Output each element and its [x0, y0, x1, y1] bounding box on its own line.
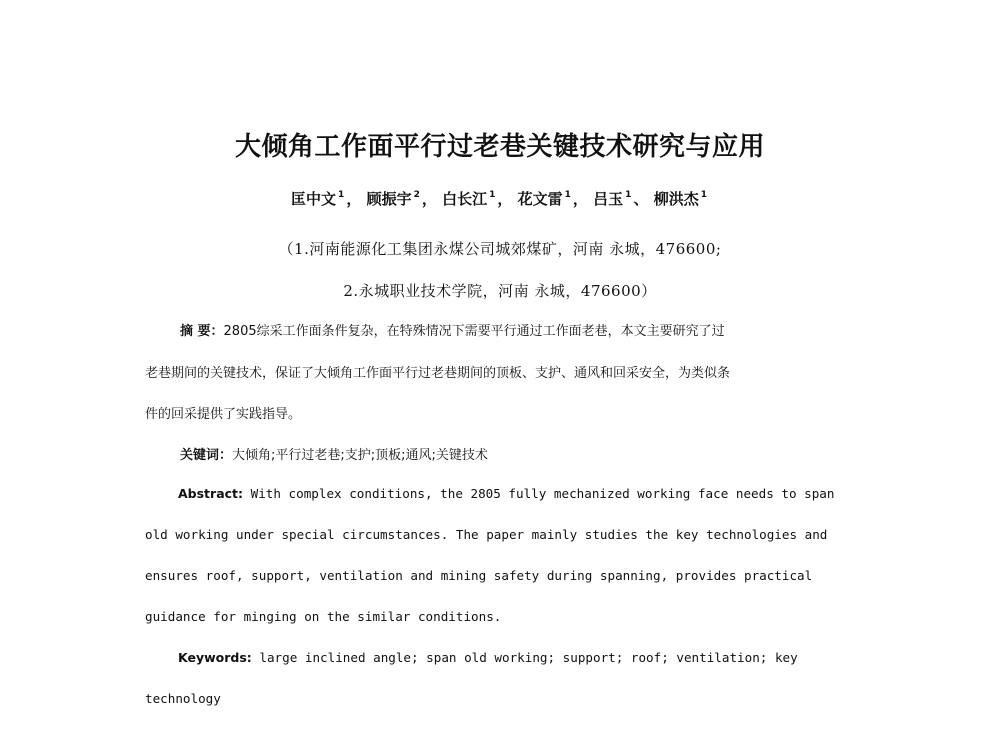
- keywords-zh-label: 关键词：: [180, 448, 233, 463]
- abstract-en-line-3: ensures roof, support, ventilation and mining safety during spanning, provides practical: [145, 568, 813, 583]
- keywords-en-text: large inclined angle; span old working; support; roof; ventilation; key: [259, 650, 798, 665]
- author-name: 柳洪杰: [653, 190, 699, 208]
- keywords-zh: [180, 444, 870, 463]
- author-name: 匡中文: [291, 190, 337, 208]
- affiliation-line-2: 2.永城职业技术学院，河南 永城，476600）: [343, 282, 657, 300]
- author-name: 白长江: [442, 190, 488, 208]
- affiliation-line-1: （1.河南能源化工集团永煤公司城郊煤矿，河南 永城，476600;: [278, 240, 722, 258]
- author-affiliation-mark: 1: [564, 190, 571, 200]
- author-separator: 、: [633, 190, 649, 208]
- author-separator: ，: [421, 190, 437, 208]
- paper-title: 大倾角工作面平行过老巷关键技术研究与应用: [234, 132, 765, 162]
- abstract-zh-line-1: [180, 320, 835, 339]
- keywords-en-line-2: technology: [145, 691, 221, 706]
- author-list: [0, 188, 1000, 209]
- abstract-zh-line-2: 老巷期间的关键技术，保证了大倾角工作面平行过老巷期间的顶板、支护、通风和回采安全，为类似条: [145, 366, 731, 381]
- abstract-en-line-1: [178, 486, 835, 501]
- keywords-zh-text: 大倾角;平行过老巷;支护;顶板;通风;关键技术: [232, 448, 488, 463]
- keywords-en-label: Keywords:: [178, 650, 252, 665]
- abstract-zh-text: 2805综采工作面条件复杂，在特殊情况下需要平行通过工作面老巷，本文主要研究了过: [223, 324, 725, 339]
- abstract-en-line-2: old working under special circumstances. The paper mainly studies the key technologies and: [145, 527, 828, 542]
- abstract-en-label: Abstract:: [178, 486, 244, 501]
- abstract-zh-label: 摘 要：: [180, 324, 224, 339]
- author-affiliation-mark: 1: [338, 190, 345, 200]
- author-affiliation-mark: 1: [625, 190, 632, 200]
- author-affiliation-mark: 1: [489, 190, 496, 200]
- abstract-en-text: With complex conditions, the 2805 fully mechanized working face needs to span: [250, 486, 835, 501]
- author-name: 顾振宇: [366, 190, 412, 208]
- author-name: 吕玉: [593, 190, 624, 208]
- author-name: 花文雷: [517, 190, 563, 208]
- author-separator: ，: [497, 190, 513, 208]
- author-separator: ，: [572, 190, 588, 208]
- keywords-en-line-1: [178, 650, 835, 665]
- author-separator: ，: [346, 190, 362, 208]
- author-affiliation-mark: 2: [413, 190, 420, 200]
- abstract-en-line-4: guidance for minging on the similar conditions.: [145, 609, 502, 624]
- abstract-zh-line-3: 件的回采提供了实践指导。: [145, 407, 302, 422]
- author-affiliation-mark: 1: [700, 190, 707, 200]
